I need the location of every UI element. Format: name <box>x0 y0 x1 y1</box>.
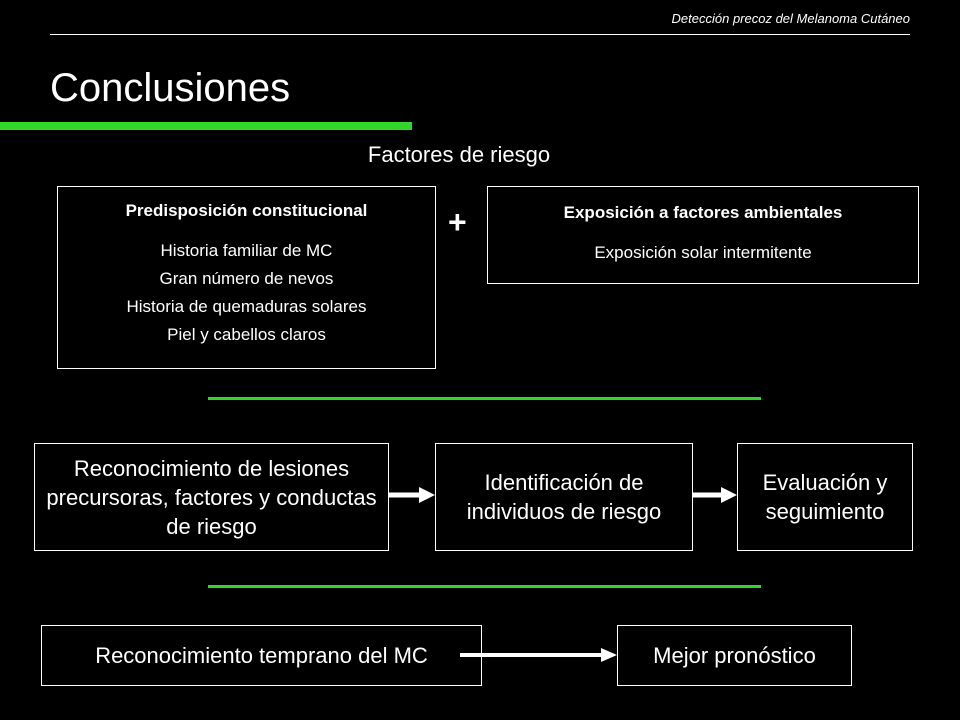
flow-step-prognosis <box>617 625 852 686</box>
predisposition-item: Historia de quemaduras solares <box>126 297 367 316</box>
flow-step-recognition <box>34 443 389 551</box>
divider-top <box>208 397 761 400</box>
title-accent-bar <box>0 122 412 130</box>
flow-step-label: Mejor pronóstico <box>653 643 816 668</box>
header-note: Detección precoz del Melanoma Cutáneo <box>671 11 910 26</box>
predisposition-item: Piel y cabellos claros <box>167 325 326 344</box>
environmental-heading: Exposición a factores ambientales <box>563 203 843 222</box>
divider-bottom <box>208 585 761 588</box>
flow-step-identification <box>435 443 693 551</box>
predisposition-item: Historia familiar de MC <box>160 241 333 260</box>
flow-step-label: Identificación de individuos de riesgo <box>466 470 662 524</box>
section-heading: Factores de riesgo <box>367 142 551 167</box>
header-rule <box>50 34 910 35</box>
plus-operator: + <box>448 204 467 240</box>
environmental-box <box>487 186 919 284</box>
environmental-item: Exposición solar intermitente <box>594 243 812 262</box>
flow-step-early-recognition <box>41 625 482 686</box>
predisposition-heading: Predisposición constitucional <box>125 201 368 220</box>
flow-step-label: Reconocimiento de lesiones precursoras, factores y conductas de riesgo <box>46 455 377 539</box>
predisposition-box <box>57 186 436 369</box>
flow-step-label: Reconocimiento temprano del MC <box>95 643 428 668</box>
flow-step-evaluation <box>737 443 913 551</box>
arrow-right-icon <box>693 485 737 505</box>
flow-step-label: Evaluación y seguimiento <box>762 470 888 524</box>
arrow-right-icon <box>460 645 617 665</box>
arrow-right-icon <box>389 485 435 505</box>
page-title: Conclusiones <box>50 66 291 110</box>
predisposition-item: Gran número de nevos <box>159 269 334 288</box>
